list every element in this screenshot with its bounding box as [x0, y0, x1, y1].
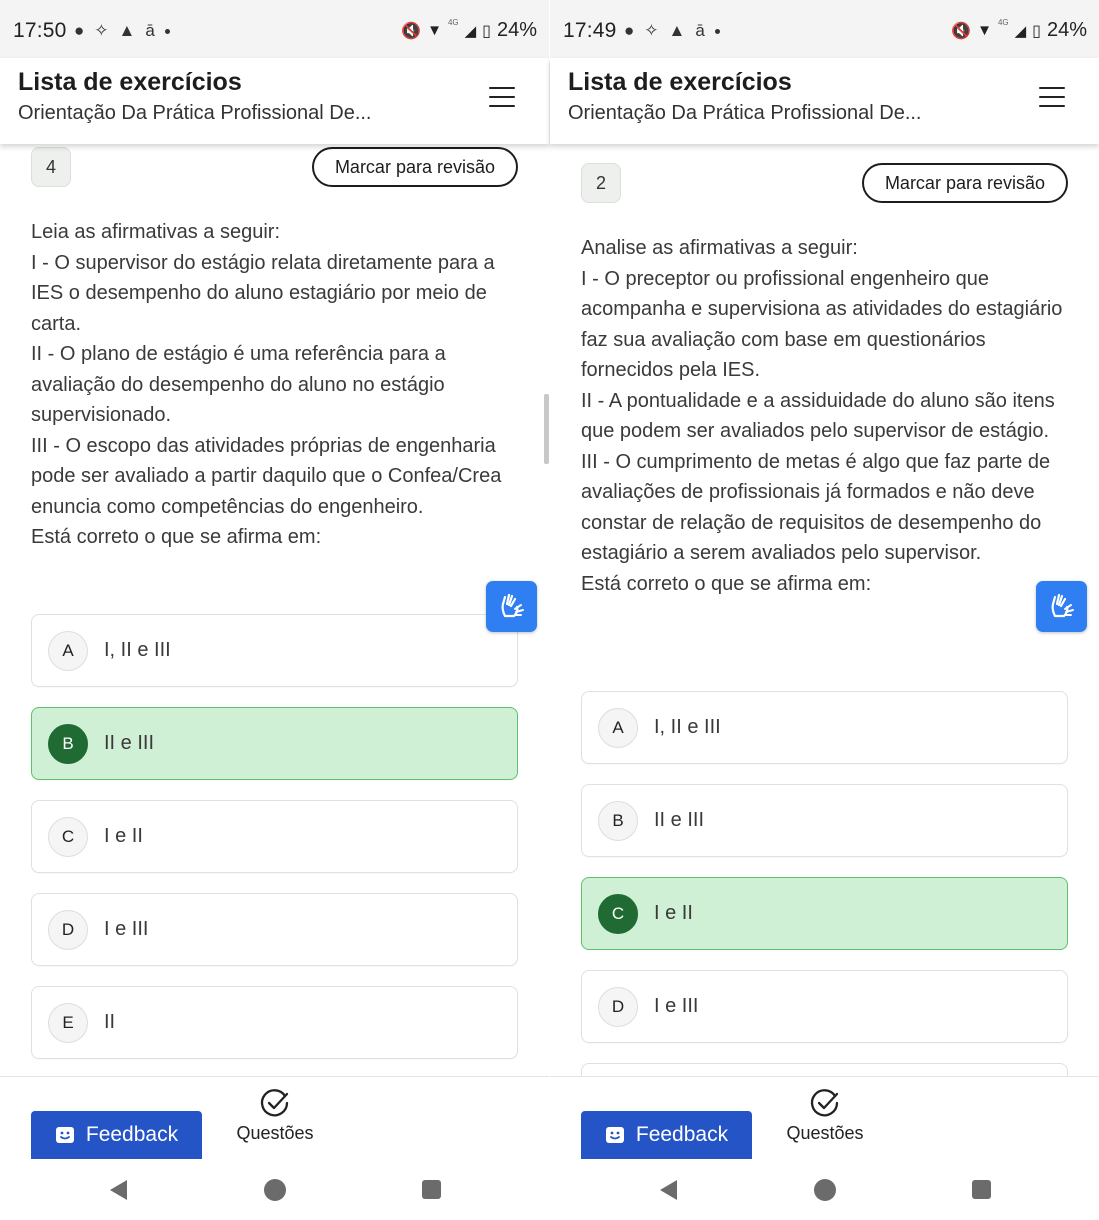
battery-level: 24% [1046, 19, 1087, 41]
status-bar [0, 0, 549, 58]
system-nav-bar [0, 1162, 549, 1220]
status-time: 17:49 [563, 19, 617, 42]
statement-prompt: Está correto o que se afirma em: [581, 572, 872, 595]
sign-language-button[interactable] [1036, 581, 1087, 632]
status-indicators [401, 19, 537, 42]
page-title: Lista de exercícios [18, 68, 242, 96]
recent-apps-icon[interactable] [422, 1180, 441, 1199]
mark-for-review-button[interactable]: Marcar para revisão [862, 163, 1068, 203]
option-letter: B [48, 724, 88, 764]
home-nav-icon[interactable] [814, 1179, 836, 1201]
statement-item-2: II - O plano de estágio é uma referência para a avaliação do desempenho do aluno no estágio supervisionado. [31, 343, 446, 426]
more-notifications-icon [715, 29, 720, 34]
option-text: I e III [654, 995, 699, 1017]
option-text: II [104, 1011, 116, 1033]
questions-tab-label: Questões [786, 1123, 864, 1143]
status-bar [550, 0, 1099, 58]
notification-icons [74, 21, 170, 41]
questions-tab[interactable] [780, 1087, 870, 1144]
statement-item-3: III - O cumprimento de metas é algo que faz parte de avaliações de profissionais já formados e não deve constar de relação de requisitos de desempenho do estagiário a serem avaliados pelo supervisor. [581, 450, 1051, 564]
course-subtitle: Orientação Da Prática Profissional De... [568, 102, 922, 124]
option-letter: E [48, 1003, 88, 1043]
page-title: Lista de exercícios [568, 68, 792, 96]
option-letter: C [598, 894, 638, 934]
option-text: I e II [654, 902, 693, 924]
option-letter: D [48, 910, 88, 950]
app-header [0, 58, 549, 144]
menu-icon[interactable] [1039, 87, 1065, 107]
network-type: 4G [997, 18, 1009, 27]
option-b[interactable] [31, 707, 518, 780]
option-letter: C [48, 817, 88, 857]
status-indicators [951, 19, 1087, 42]
battery-icon: ▯ [482, 22, 491, 40]
check-circle-icon [259, 1087, 291, 1119]
text-app-icon: ā [145, 21, 155, 40]
app-notification-icon: ✧ [94, 21, 109, 40]
back-nav-icon[interactable] [107, 1178, 129, 1202]
more-notifications-icon [165, 29, 170, 34]
statement-item-1: I - O supervisor do estágio relata diretamente para a IES o desempenho do aluno estagiário por meio de carta. [31, 251, 495, 335]
option-d[interactable] [31, 893, 518, 966]
mark-for-review-button[interactable]: Marcar para revisão [312, 147, 518, 187]
signal-icon: ◢ [1014, 22, 1027, 40]
screen-right [550, 0, 1099, 1220]
app-header [550, 58, 1099, 144]
feedback-button[interactable] [581, 1111, 752, 1159]
network-type: 4G [447, 18, 459, 27]
feedback-smile-icon [55, 1125, 75, 1145]
option-c[interactable] [581, 877, 1068, 950]
battery-level: 24% [496, 19, 537, 41]
system-nav-bar [550, 1162, 1099, 1220]
signal-icon: ◢ [464, 22, 477, 40]
questions-tab[interactable] [230, 1087, 320, 1144]
option-e[interactable] [31, 986, 518, 1059]
bank-app-icon: ▲ [118, 21, 136, 40]
option-text: II e III [104, 732, 155, 754]
course-subtitle: Orientação Da Prática Profissional De... [18, 102, 372, 124]
question-statement [31, 217, 518, 553]
statement-intro: Analise as afirmativas a seguir: [581, 237, 858, 259]
check-circle-icon [809, 1087, 841, 1119]
feedback-label: Feedback [85, 1123, 179, 1146]
sign-language-hands-icon [1047, 592, 1077, 622]
notification-icons [624, 21, 720, 41]
battery-icon: ▯ [1032, 22, 1041, 40]
option-d[interactable] [581, 970, 1068, 1043]
question-number: 4 [31, 147, 71, 187]
question-content[interactable] [0, 144, 549, 1076]
sign-language-button[interactable] [486, 581, 537, 632]
option-b[interactable] [581, 784, 1068, 857]
chat-icon: ● [74, 21, 85, 40]
menu-icon[interactable] [489, 87, 515, 107]
mute-icon: 🔇 [401, 22, 422, 40]
recent-apps-icon[interactable] [972, 1180, 991, 1199]
option-text: II e III [654, 809, 705, 831]
bank-app-icon: ▲ [668, 21, 686, 40]
statement-intro: Leia as afirmativas a seguir: [31, 221, 281, 243]
option-letter: A [48, 631, 88, 671]
option-letter: D [598, 987, 638, 1027]
option-text: I, II e III [654, 716, 721, 738]
question-content[interactable] [550, 144, 1099, 1076]
bottom-action-bar [550, 1076, 1099, 1162]
question-statement [581, 233, 1068, 599]
screen-left [0, 0, 549, 1220]
option-c[interactable] [31, 800, 518, 873]
statement-item-1: I - O preceptor ou profissional engenheiro que acompanha e supervisiona as atividades do estagiário faz sua avaliação com base em questionários fornecidos pela IES. [581, 267, 1063, 381]
feedback-label: Feedback [635, 1123, 729, 1146]
text-app-icon: ā [695, 21, 705, 40]
statement-item-3: III - O escopo das atividades próprias de engenharia pode ser avaliado a partir daquilo que o Confea/Crea enuncia como competências do engenheiro. [31, 434, 502, 518]
option-a[interactable] [581, 691, 1068, 764]
wifi-icon: ▼ [977, 22, 992, 39]
statement-item-2: II - A pontualidade e a assiduidade do aluno são itens que podem ser avaliados pelo supervisor de estágio. [581, 389, 1055, 442]
answer-options [31, 614, 518, 1079]
bottom-action-bar [0, 1076, 549, 1162]
scrollbar[interactable] [544, 394, 549, 464]
chat-icon: ● [624, 21, 635, 40]
option-letter: A [598, 708, 638, 748]
option-text: I, II e III [104, 639, 171, 661]
mute-icon: 🔇 [951, 22, 972, 40]
questions-tab-label: Questões [236, 1123, 314, 1143]
feedback-button[interactable] [31, 1111, 202, 1159]
app-notification-icon: ✧ [644, 21, 659, 40]
feedback-smile-icon [605, 1125, 625, 1145]
statement-prompt: Está correto o que se afirma em: [31, 526, 322, 548]
option-a[interactable] [31, 614, 518, 687]
wifi-icon: ▼ [427, 22, 442, 39]
option-text: I e III [104, 918, 149, 940]
option-letter: B [598, 801, 638, 841]
status-time: 17:50 [13, 19, 67, 42]
question-number: 2 [581, 163, 621, 203]
option-text: I e II [104, 825, 143, 847]
home-nav-icon[interactable] [264, 1179, 286, 1201]
back-nav-icon[interactable] [657, 1178, 679, 1202]
sign-language-hands-icon [497, 592, 527, 622]
